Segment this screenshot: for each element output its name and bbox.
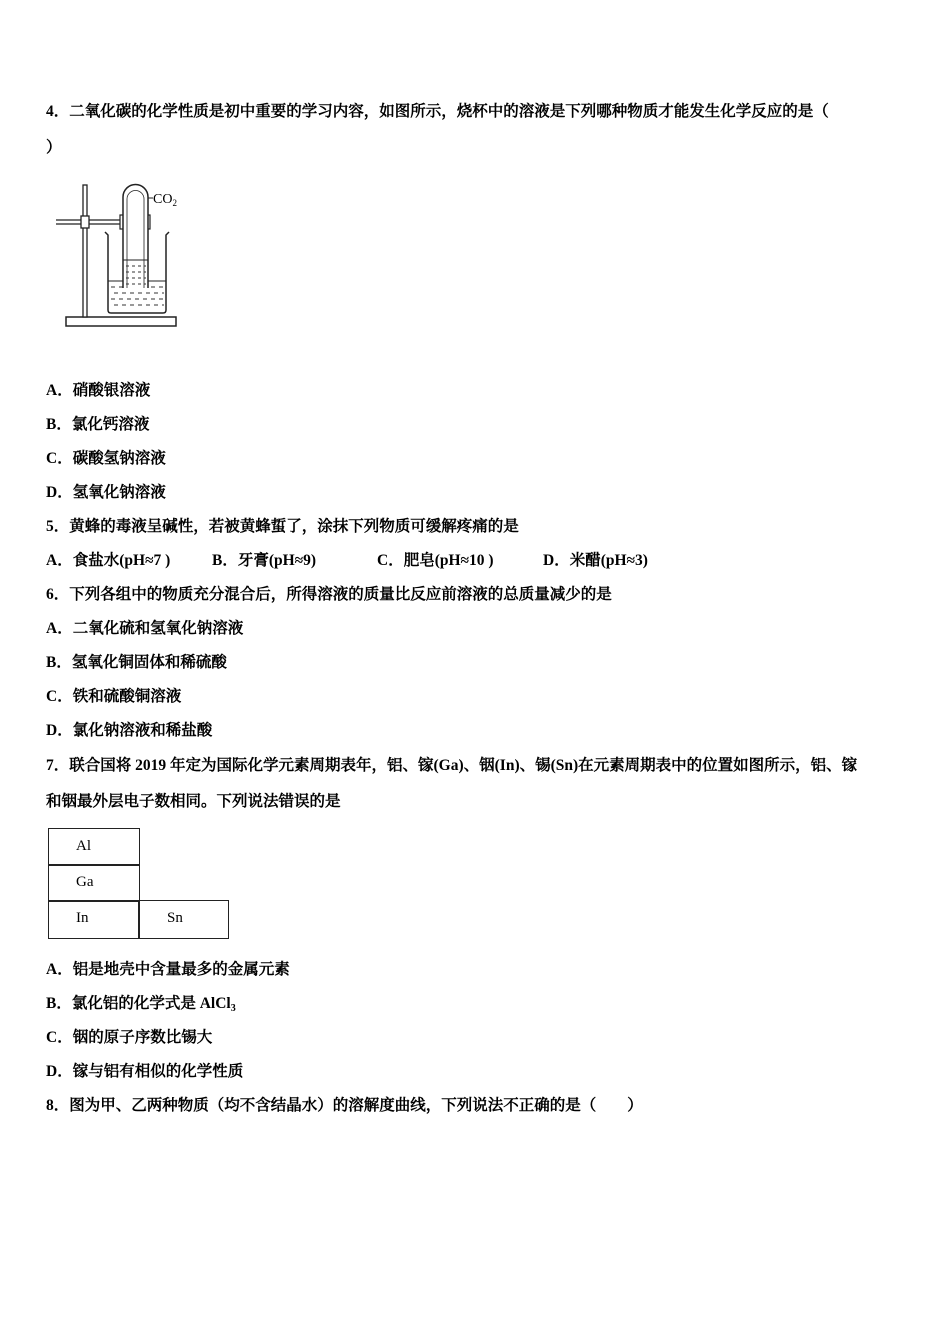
q4-option-d: D．氢氧化钠溶液 xyxy=(46,484,166,501)
q5-stem: 5．黄蜂的毒液呈碱性，若被黄蜂蜇了，涂抹下列物质可缓解疼痛的是 xyxy=(46,518,519,535)
q6-option-b: B．氢氧化铜固体和稀硫酸 xyxy=(46,654,227,671)
q7-stem-line-1: 7．联合国将 2019 年定为国际化学元素周期表年，铝、镓(Ga)、铟(In)、锡(Sn)在元素周期表中的位置如图所示，铝、镓 xyxy=(46,757,858,774)
q4-option-b: B．氯化钙溶液 xyxy=(46,416,150,433)
cell-al: Al xyxy=(48,828,140,866)
q5-option-b: B．牙膏(pH≈9) xyxy=(212,552,317,569)
beaker-liquid xyxy=(111,287,164,305)
q7-option-a: A．铝是地壳中含量最多的金属元素 xyxy=(46,961,290,978)
q7-option-c: C．铟的原子序数比锡大 xyxy=(46,1029,213,1046)
q8-stem: 8．图为甲、乙两种物质（均不含结晶水）的溶解度曲线，下列说法不正确的是（ ） xyxy=(46,1097,643,1114)
q5-option-d: D．米醋(pH≈3) xyxy=(543,552,648,569)
periodic-table-fragment xyxy=(48,828,230,940)
q5-option-c: C．肥皂(pH≈10 ) xyxy=(377,552,494,569)
q6-option-d: D．氯化钠溶液和稀盐酸 xyxy=(46,722,213,739)
q4-option-a: A．硝酸银溶液 xyxy=(46,382,151,399)
q7-option-b xyxy=(46,994,236,1014)
q6-option-a: A．二氧化硫和氢氧化钠溶液 xyxy=(46,620,244,637)
q4-option-c: C．碳酸氢钠溶液 xyxy=(46,450,166,467)
q7-option-b-text: B．氯化铝的化学式是 AlCl xyxy=(46,995,231,1012)
q4-stem-line-2: ） xyxy=(46,139,62,156)
q6-stem: 6．下列各组中的物质充分混合后，所得溶液的质量比反应前溶液的总质量减少的是 xyxy=(46,586,612,603)
cell-sn: Sn xyxy=(138,900,229,939)
q7-stem-line-2: 和铟最外层电子数相同。下列说法错误的是 xyxy=(46,793,341,810)
co2-apparatus-figure xyxy=(50,180,190,330)
stand-base xyxy=(66,317,176,326)
cell-in: In xyxy=(48,900,140,939)
q7-option-d: D．镓与铝有相似的化学性质 xyxy=(46,1063,244,1080)
cell-ga: Ga xyxy=(48,864,140,902)
q5-options-row xyxy=(46,551,746,571)
stand-rod xyxy=(83,185,87,317)
q5-option-a: A．食盐水(pH≈7 ) xyxy=(46,552,171,569)
q4-stem-line-1: 4．二氧化碳的化学性质是初中重要的学习内容，如图所示，烧杯中的溶液是下列哪种物质才能发生化学反应的是（ xyxy=(46,103,829,120)
q6-option-c: C．铁和硫酸铜溶液 xyxy=(46,688,182,705)
co2-label: $CO_2$ xyxy=(153,192,177,208)
clamp-knob xyxy=(81,216,89,228)
q7-option-b-subscript: 3 xyxy=(230,1003,236,1014)
